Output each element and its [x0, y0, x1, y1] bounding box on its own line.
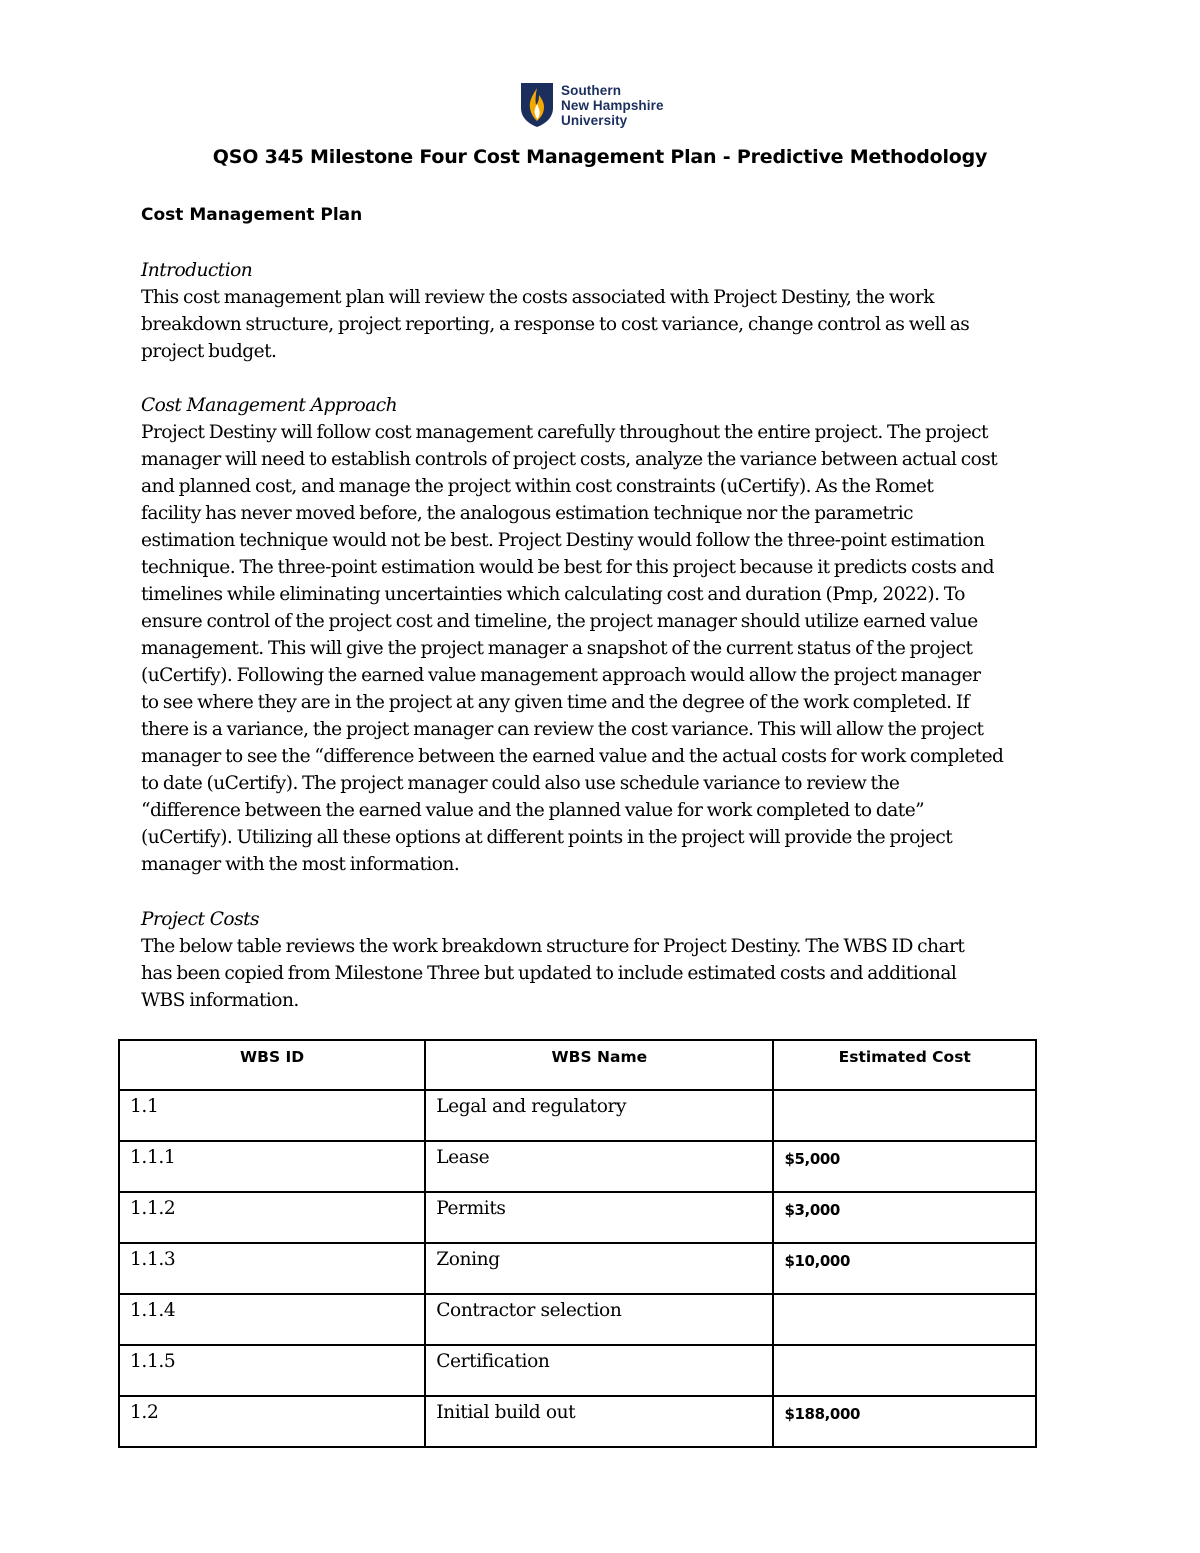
text-line: facility has never moved before, the analogous estimation technique nor the parametric: [141, 503, 914, 524]
cell-wbs-id: 1.2: [119, 1396, 425, 1447]
cell-wbs-name: Certification: [425, 1345, 773, 1396]
table-row: [119, 1294, 1036, 1345]
cell-estimated-cost: $5,000: [773, 1141, 1036, 1192]
section-title: Cost Management Plan: [141, 205, 363, 225]
cell-wbs-name: Permits: [425, 1192, 773, 1243]
cell-wbs-id: 1.1.5: [119, 1345, 425, 1396]
cell-estimated-cost: [773, 1090, 1036, 1141]
text-line: manager with the most information.: [141, 854, 460, 875]
table-row: [119, 1243, 1036, 1294]
header-wbs-id: WBS ID: [119, 1040, 425, 1090]
logo-line-1: Southern: [561, 82, 622, 98]
approach-heading: Cost Management Approach: [141, 395, 398, 416]
cell-wbs-name: Zoning: [425, 1243, 773, 1294]
text-line: manager to see the “difference between the earned value and the actual costs for work completed: [141, 746, 1004, 767]
text-line: ensure control of the project cost and timeline, the project manager should utilize earned value: [141, 611, 978, 632]
text-line: to date (uCertify). The project manager could also use schedule variance to review the: [141, 773, 900, 794]
cell-estimated-cost: [773, 1294, 1036, 1345]
text-line: to see where they are in the project at any given time and the degree of the work completed. If: [141, 692, 970, 713]
project-costs-heading: Project Costs: [141, 909, 259, 930]
logo-line-2: New Hampshire: [561, 97, 664, 113]
cell-estimated-cost: $188,000: [773, 1396, 1036, 1447]
cell-wbs-name: Lease: [425, 1141, 773, 1192]
introduction-heading: Introduction: [141, 260, 253, 281]
text-line: (uCertify). Following the earned value management approach would allow the project manager: [141, 665, 981, 686]
project-costs-paragraph: [141, 933, 1071, 1014]
text-line: “difference between the earned value and the planned value for work completed to date”: [141, 800, 925, 821]
cell-wbs-id: 1.1.2: [119, 1192, 425, 1243]
text-line: (uCertify). Utilizing all these options at different points in the project will provide the project: [141, 827, 953, 848]
text-line: manager will need to establish controls of project costs, analyze the variance between actual cost: [141, 449, 998, 470]
snhu-flame-shield-icon: [520, 82, 554, 128]
text-line: breakdown structure, project reporting, a response to cost variance, change control as well as: [141, 314, 970, 335]
header-wbs-name: WBS Name: [425, 1040, 773, 1090]
text-line: Project Destiny will follow cost management carefully throughout the entire project. The project: [141, 422, 988, 443]
table-header-row: [119, 1040, 1036, 1090]
document-title: QSO 345 Milestone Four Cost Management Plan - Predictive Methodology: [212, 146, 988, 168]
table-row: [119, 1141, 1036, 1192]
text-line: has been copied from Milestone Three but updated to include estimated costs and additional: [141, 963, 957, 984]
text-line: and planned cost, and manage the project within cost constraints (uCertify). As the Romet: [141, 476, 934, 497]
cell-estimated-cost: [773, 1345, 1036, 1396]
text-line: This cost management plan will review the costs associated with Project Destiny, the work: [141, 287, 934, 308]
approach-paragraph: [141, 419, 1071, 878]
cell-wbs-id: 1.1.4: [119, 1294, 425, 1345]
table-row: [119, 1192, 1036, 1243]
logo-wordmark: [561, 83, 664, 128]
introduction-paragraph: [141, 284, 1071, 365]
wbs-table: [118, 1039, 1037, 1448]
cell-estimated-cost: $10,000: [773, 1243, 1036, 1294]
cell-wbs-id: 1.1.1: [119, 1141, 425, 1192]
text-line: timelines while eliminating uncertainties which calculating cost and duration (Pmp, 2022). To: [141, 584, 965, 605]
header-estimated-cost: Estimated Cost: [773, 1040, 1036, 1090]
logo-line-3: University: [561, 112, 628, 128]
text-line: The below table reviews the work breakdown structure for Project Destiny. The WBS ID chart: [141, 936, 965, 957]
text-line: management. This will give the project manager a snapshot of the current status of the project: [141, 638, 973, 659]
cell-wbs-id: 1.1.3: [119, 1243, 425, 1294]
table-row: [119, 1345, 1036, 1396]
text-line: project budget.: [141, 341, 277, 362]
text-line: WBS information.: [141, 990, 299, 1011]
text-line: technique. The three-point estimation would be best for this project because it predicts costs and: [141, 557, 995, 578]
university-logo: [520, 82, 664, 128]
table-row: [119, 1396, 1036, 1447]
cell-wbs-name: Contractor selection: [425, 1294, 773, 1345]
cell-estimated-cost: $3,000: [773, 1192, 1036, 1243]
text-line: there is a variance, the project manager can review the cost variance. This will allow the project: [141, 719, 984, 740]
cell-wbs-name: Legal and regulatory: [425, 1090, 773, 1141]
text-line: estimation technique would not be best. Project Destiny would follow the three-point estimation: [141, 530, 985, 551]
cell-wbs-id: 1.1: [119, 1090, 425, 1141]
cell-wbs-name: Initial build out: [425, 1396, 773, 1447]
table-row: [119, 1090, 1036, 1141]
